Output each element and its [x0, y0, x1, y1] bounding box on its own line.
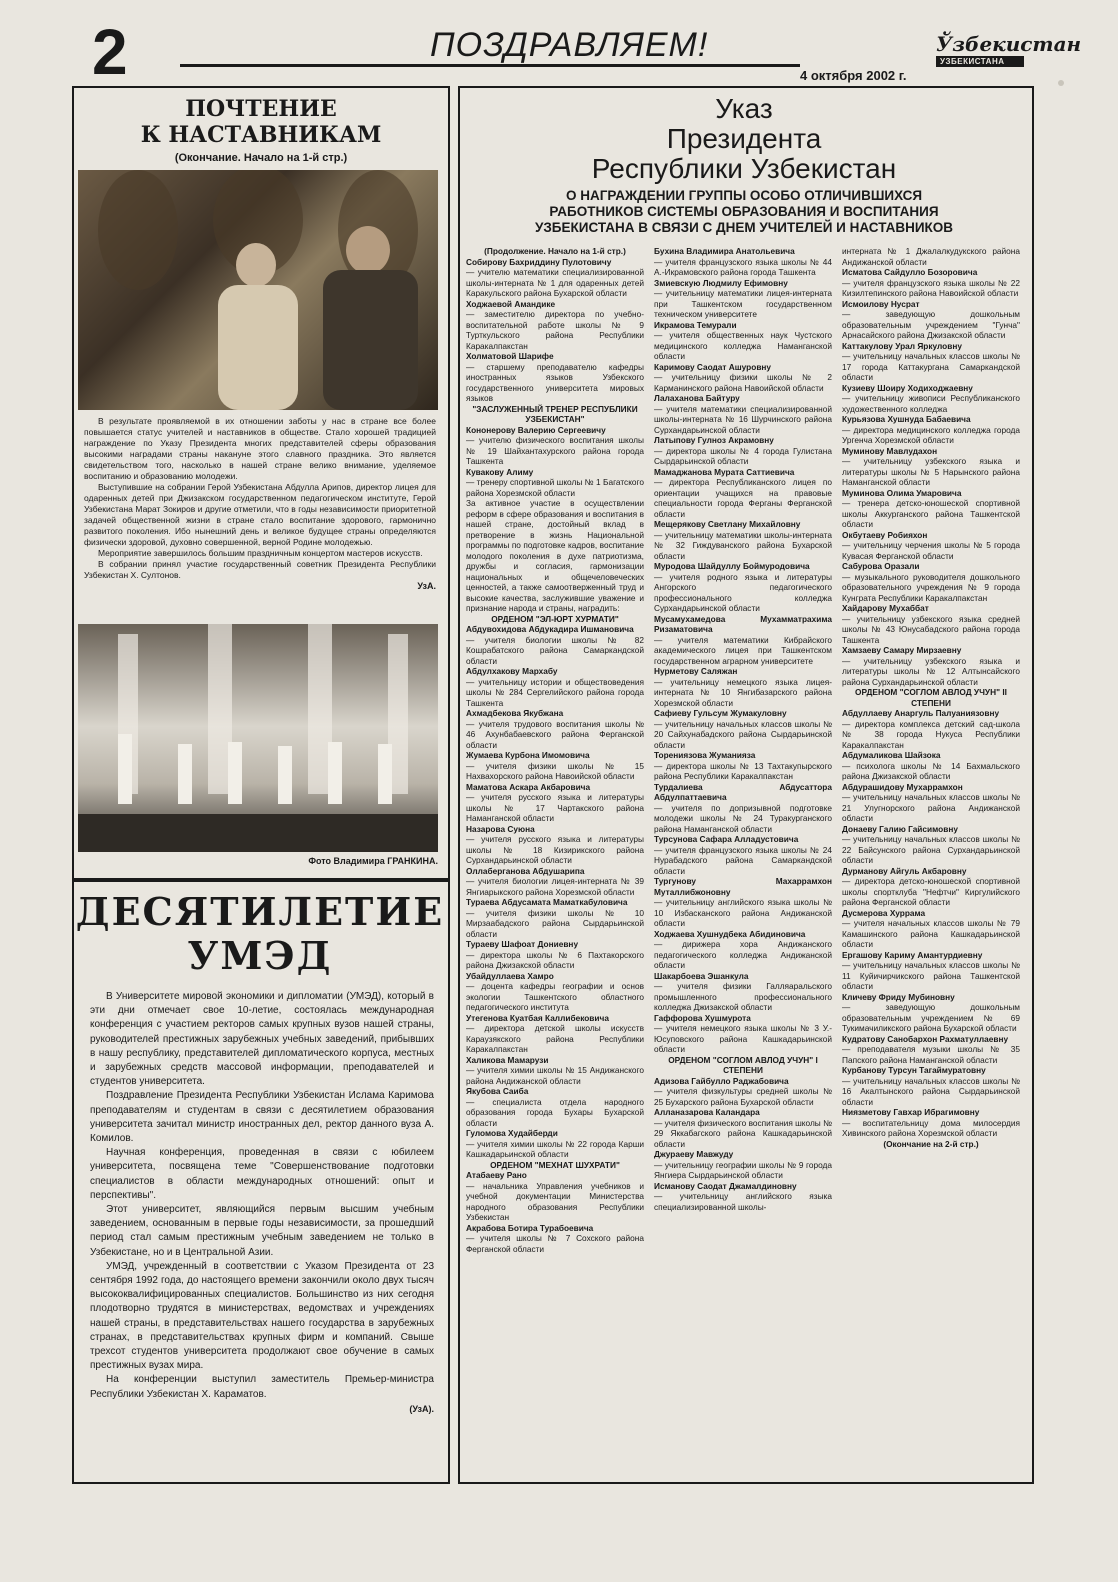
- awardee-description: — учительницу физики школы № 2 Карманинского района Навоийской области: [654, 372, 832, 393]
- awardee-name: Халикова Мамарузи: [466, 1054, 549, 1065]
- award-heading: ОРДЕНОМ "СОГЛОМ АВЛОД УЧУН" I СТЕПЕНИ: [668, 1054, 818, 1075]
- awardee-description: — учителя физики школы № 15 Нахвахорского района Навоийской области: [466, 760, 644, 781]
- decree-title-line3: Республики Узбекистан: [591, 153, 897, 184]
- awardee-description: — дирижера хора Андижанского педагогического колледжа Андижанской области: [654, 939, 832, 970]
- awardee-description: — учительницу узбекского языка и литературы школы № 12 Алтынсайского района Сурхандарьинской области: [842, 655, 1020, 687]
- awardee-description: — учителя математики Кибрайского академического лицея при Ташкентском государственном аграрном университете: [654, 634, 832, 666]
- decree-subtitle-line3: УЗБЕКИСТАНА В СВЯЗИ С ДНЕМ УЧИТЕЛЕЙ И НАСТАВНИКОВ: [534, 220, 954, 235]
- article2-paragraph: Поздравление Президента Республики Узбекистан Ислама Каримова преподавателям и студентам в связи с десятилетием образования университета зачитал министр иностранных дел, ректор данного вуза А. Комилов.: [90, 1090, 434, 1145]
- awardee-description: — учительницу начальных классов школы № 11 Куйичирчикского района Ташкентской области: [842, 960, 1020, 991]
- awardee-name: Убайдуллаева Хамро: [466, 970, 554, 981]
- article-title-line1: ПОЧТЕНИЕ: [185, 96, 337, 122]
- awardee-name: Лалаханова Байтуру: [654, 393, 740, 403]
- logo-script: Ўзбекистан: [936, 32, 1082, 56]
- awardee-name: Мамаджанова Мурата Саттиевича: [654, 466, 795, 477]
- award-heading: (Продолжение. Начало на 1-й стр.): [484, 246, 626, 256]
- awardee-name: Абдумаликова Шайзока: [842, 750, 941, 760]
- awardee-name: Назарова Суюна: [466, 823, 535, 834]
- awardee-description: — учителя родного языка и литературы Ангорского педагогического профессионального колледжа Сурхандарьинской области: [654, 571, 832, 613]
- decree-subtitle-line1: О НАГРАЖДЕНИИ ГРУППЫ ОСОБО ОТЛИЧИВШИХСЯ: [565, 188, 923, 203]
- awardee-description: — учителя французского языка школы № 22 Кизилтепинского района Навоийской области: [842, 277, 1020, 298]
- awardee-name: Сафиеву Гульсум Жумакуловну: [654, 708, 787, 718]
- article2-body: [90, 990, 434, 1416]
- awardee-name: Муминову Мавлудахон: [842, 445, 938, 456]
- awardee-name: Шакарбоева Эшанкула: [654, 970, 749, 981]
- awardee-name: Утегенова Куатбая Каллибековича: [466, 1012, 609, 1023]
- awardee-name: Акрабова Ботира Турабоевича: [466, 1222, 594, 1233]
- awardee-name: Хамзаеву Самару Мирзаевну: [842, 645, 962, 655]
- awardee-name: Абдуллаеву Анаргуль Палуаниязовну: [842, 708, 1000, 718]
- awardee-name: Змиевскую Людмилу Ефимовну: [654, 277, 788, 288]
- logo-bar: УЗБЕКИСТАНА: [936, 56, 1024, 67]
- awardee-description: — заместителю директора по учебно-воспитательной работе школы № 9 Турткульского района Республики Каракалпакстан: [466, 309, 644, 351]
- awardee-name: Латыпову Гулноз Акрамовну: [654, 435, 774, 445]
- awardee-name: Джураеву Мавжуду: [654, 1149, 734, 1159]
- article1-paragraph: Мероприятие завершилось большим праздничным концертом мастеров искусств.: [98, 548, 423, 558]
- article2-source: (УзА).: [409, 1403, 434, 1414]
- awardee-name: Кудратову Санобархон Рахматуллаевну: [842, 1033, 1009, 1044]
- award-heading: "ЗАСЛУЖЕННЫЙ ТРЕНЕР РЕСПУБЛИКИ УЗБЕКИСТАН": [472, 403, 638, 424]
- photo-credit: Фото Владимира ГРАНКИНА.: [308, 856, 438, 866]
- awardee-name: Хайдарову Мухаббат: [842, 603, 929, 613]
- awardee-description: — директора детско-юношеской спортивной школы спортклуба "Нефтчи" Киргулийского района Ферганской области: [842, 876, 1020, 907]
- awardee-description: — директора Республиканского лицея по ориентации учащихся на правовые специальности города Ферганы Ферганской области: [654, 477, 832, 519]
- awardee-name: Муродова Шайдуллу Боймуродовича: [654, 561, 810, 571]
- awardee-description: — специалиста отдела народного образования города Бухары Бухарской области: [466, 1096, 644, 1128]
- punch-hole: [1058, 80, 1064, 86]
- awardee-description: — заведующую дошкольным образовательным учреждением "Гунча" Арнасайского района Джизакской области: [842, 309, 1020, 340]
- decree-subtitle-line2: РАБОТНИКОВ СИСТЕМЫ ОБРАЗОВАНИЯ И ВОСПИТАНИЯ: [549, 204, 939, 219]
- awardee-description: — учителя физкультуры средней школы № 25 Бухарского района Бухарской области: [654, 1086, 832, 1107]
- awardee-description: — учительницу узбекского языка средней школы № 43 Юнусабадского района города Ташкента: [842, 613, 1020, 645]
- awardee-description: — психолога школы № 14 Бахмальского района Джизакской области: [842, 760, 1020, 781]
- awardee-name: Тургунову Махаррамхон Муталлибжоновну: [654, 876, 832, 897]
- rubric-title: ПОЗДРАВЛЯЕМ!: [430, 26, 709, 64]
- awardee-name: Абдулхакову Мархабу: [466, 666, 558, 676]
- awardee-description: — директора школы № 13 Тахтакупырского района Республики Каракалпакстан: [654, 760, 832, 781]
- decree-column-1: [466, 246, 644, 1254]
- awardee-name: Торениязова Жуманияза: [654, 750, 756, 760]
- awardee-description: — учительницу начальных классов школы № 21 Улугнорского района Андижанской области: [842, 792, 1020, 823]
- article1-body: [84, 416, 436, 592]
- awardee-description: — тренера детско-юношеской спортивной школы Аккурганского района Ташкентской области: [842, 498, 1020, 529]
- awardee-name: Жумаева Курбона Имомовича: [466, 750, 590, 760]
- awardee-name: Донаеву Галию Гайсимовну: [842, 823, 958, 834]
- awardee-description: — начальника Управления учебников и учебной документации Министерства народного образования Республики Узбекистан: [466, 1180, 644, 1222]
- awardee-description: — учителю физического воспитания школы № 19 Шайхантахурского района города Ташкента: [466, 435, 644, 466]
- awardee-name: Каттакулову Урал Яркуловну: [842, 340, 962, 351]
- article2-paragraph: УМЭД, учрежденный в соответствии с Указом Президента от 23 сентября 1992 года, до настоящего времени закончили около двух тысяч высококвалифицированных специалистов. Большинство из них сегодня плодотворно трудятся в министерствах, ведомствах и учреждениях нашей страны, в представительствах нашего государства в зарубежных странах, в представительствах крупных фирм и компаний. Свыше трехсот студентов университета продолжают свое обучение в самых престижных вузах мира.: [90, 1260, 434, 1372]
- awardee-name: Мещерякову Светлану Михайловну: [654, 519, 801, 529]
- awardee-name: Сабурова Оразали: [842, 561, 920, 571]
- awardee-description: — музыкального руководителя дошкольного образовательного учреждения № 9 города Кунграта Республики Каракалпакстан: [842, 571, 1020, 603]
- awardee-description: — учителя физики школы № 10 Мирзаабадского района Сырдарьинской области: [466, 907, 644, 939]
- awardee-description: — учительницу географии школы № 9 города Янгиера Сырдарьинской области: [654, 1159, 832, 1180]
- awardee-name: Турдалиева Абдусаттора Абдулпаттаевича: [654, 781, 832, 802]
- awardee-name: Оллаберганова Абдушарипа: [466, 865, 585, 876]
- article1-paragraph: В результате проявляемой в их отношении заботы у нас в стране все более повышается статус учителей и наставников в обществе. Стало хорошей традицией награждение по Указу Президента многих представителей сферы образования высокими наградами страны накануне этого славного праздника. Это является свидетельством того, насколько в нашей стране велико внимание, уделяемое воспитанию и образованию молодежи.: [84, 416, 436, 481]
- awardee-name: Атабаеву Рано: [466, 1170, 527, 1180]
- awardee-description: — учительницу узбекского языка и литературы школы № 5 Нарынского района Наманганской области: [842, 456, 1020, 487]
- awardee-description: — директора медицинского колледжа города Ургенча Хорезмской области: [842, 424, 1020, 445]
- awardee-description: — учительницу начальных классов школы № 20 Сайхунабадского района Сырдарьинской области: [654, 718, 832, 750]
- award-heading: ОРДЕНОМ "ЭЛ-ЮРТ ХУРМАТИ": [491, 613, 619, 624]
- article2-paragraph: В Университете мировой экономики и дипломатии (УМЭД), который в эти дни отмечает свое 10-летие, состоялась международная конференция с участием ректоров самых крупных вузов нашей страны, руководителей престижных зарубежных учебных заведений, прибывших в нашу республику, представителей дипломатического корпуса, местных и зарубежных средств массовой информации, преподавателей и студентов университета.: [90, 991, 434, 1088]
- awardee-description: — учителя немецкого языка школы № 3 У.-Юсуповского района Кашкадарьинской области: [654, 1023, 832, 1054]
- awardee-description: — учительницу английского языка школы № 10 Избасканского района Андижанской области: [654, 897, 832, 928]
- awardee-name: Курьязова Хушнуда Бабаевича: [842, 414, 971, 424]
- awardee-name: Адизова Гайбулло Раджабовича: [654, 1075, 789, 1086]
- awardee-description: — учителя по допризывной подготовке молодежи школы № 24 Туракурганского района Наманганской области: [654, 802, 832, 834]
- awardee-description: — учительницу математики лицея-интерната при Ташкентском государственном техническом университете: [654, 288, 832, 319]
- awardee-description: — учителя математики специализированной школы-интерната № 16 Шурчинского района Сурхандарьинской области: [654, 403, 832, 435]
- awardee-description: — учительницу черчения школы № 5 города Кувасая Ферганской области: [842, 540, 1020, 561]
- awardee-name: Собирову Бахриддину Пулотовичу: [466, 256, 612, 267]
- awardee-name: Кузиеву Шоиру Ходиходжаевну: [842, 382, 973, 393]
- award-heading: ОРДЕНОМ "МЕХНАТ ШУХРАТИ": [490, 1159, 620, 1170]
- awardee-name: Каримову Саодат Ашуровну: [654, 361, 772, 372]
- awardee-description: — директора школы № 4 города Гулистана Сырдарьинской области: [654, 445, 832, 466]
- awardee-description: — учителя начальных классов школы № 79 Камашинского района Кашкадарьинской области: [842, 918, 1020, 949]
- awardee-name: Гуломова Худайберди: [466, 1128, 558, 1138]
- awardee-description: — доцента кафедры географии и основ экологии Ташкентского областного педагогического института: [466, 981, 644, 1012]
- issue-date: 4 октября 2002 г.: [800, 68, 907, 83]
- awardee-description: — учителя биологии лицея-интерната № 39 Янгиарыкского района Хорезмской области: [466, 876, 644, 897]
- concert-photo: [78, 624, 438, 852]
- awardee-name: Бухина Владимира Анатольевича: [654, 246, 795, 256]
- article2-paragraph: На конференции выступил заместитель Премьер-министра Республики Узбекистан Х. Караматов.: [90, 1374, 434, 1400]
- decree-header: [460, 94, 1028, 236]
- header-rule: [180, 64, 800, 67]
- awardee-description: — учителя биологии школы № 82 Кошрабатского района Самаркандской области: [466, 634, 644, 666]
- article-title-line2: К НАСТАВНИКАМ: [140, 122, 382, 148]
- awardee-description: — учителя школы № 7 Сохского района Ферганской области: [466, 1233, 644, 1254]
- awardee-description: — учителя физического воспитания школы № 29 Яккабагского района Кашкадарьинской области: [654, 1117, 832, 1149]
- awardee-description: — директора детской школы искусств Караузякского района Республики Каракалпакстан: [466, 1023, 644, 1054]
- article1-paragraph: Выступившие на собрании Герой Узбекистана Абдулла Арипов, директор лицея для одаренных детей при Джизакском государственном педагогическом институте, Герой Узбекистана Марат Зокиров и другие отметили, что в годы независимости приоритетной задачей общественной жизни в стране стало воспитание здорового, гармонично развитого поколения. Ибо нынешний день и великое будущее страны определяются физически здоровой, духовно совершенной, верной Родине молодежью.: [84, 482, 436, 547]
- decree-column-3: [842, 246, 1020, 1149]
- awardee-description: — заведующую дошкольным образовательным учреждением № 69 Тукимачиликского района Бухарской области: [842, 1002, 1020, 1033]
- awardee-description: — учителя русского языка и литературы школы № 18 Кизирикского района Сурхандарьинской области: [466, 834, 644, 865]
- article2-title: [74, 890, 446, 978]
- award-heading: (Окончание на 2-й стр.): [883, 1138, 979, 1149]
- decree-title-line2: Президента: [666, 123, 822, 154]
- award-heading: ОРДЕНОМ "СОГЛОМ АВЛОД УЧУН" II СТЕПЕНИ: [855, 687, 1007, 708]
- awardee-name: Муминова Олима Умаровича: [842, 487, 962, 498]
- awardee-description: — учительницу немецкого языка лицея-интерната № 10 Янгибазарского района Хорезмской области: [654, 676, 832, 708]
- awardee-description: — учителя французского языка школы № 24 Нурабадского района Самаркандской области: [654, 844, 832, 876]
- article-subtitle: (Окончание. Начало на 1-й стр.): [174, 152, 348, 164]
- awardee-name: Кононерову Валерию Сергеевичу: [466, 424, 606, 435]
- article2-paragraph: Этот университет, являющийся первым высшим учебным заведением, основанным в первые годы независимости, за прошедший период стал самым престижным учебным заведением не только в Узбекистане, но и в Центральной Азии.: [90, 1204, 434, 1258]
- awardee-description: — учительницу истории и обществоведения школы № 284 Сергелийского района города Ташкента: [466, 676, 644, 708]
- awardee-description: — учителя химии школы № 15 Андижанского района Андижанской области: [466, 1065, 644, 1086]
- awardee-description: — воспитательницу дома милосердия Хивинского района Хорезмской области: [842, 1117, 1020, 1138]
- awardee-name: Окбутаеву Робияхон: [842, 529, 928, 540]
- award-ceremony-photo: [78, 170, 438, 410]
- newspaper-logo: [936, 32, 1082, 74]
- awardee-name: Якубова Саиба: [466, 1086, 529, 1096]
- awardee-description: интерната № 1 Джалалкудукского района Андижанской области: [842, 246, 1020, 267]
- awardee-name: Абдурашидову Мухаррамхон: [842, 781, 963, 792]
- decree-title-line1: Указ: [715, 93, 773, 124]
- awardee-description: — учителя французского языка школы № 44 А.-Икрамовского района города Ташкента: [654, 256, 832, 277]
- article2-title-line2: УМЭД: [187, 933, 333, 978]
- awardee-name: Тураева Абдусамата Маматкабуловича: [466, 897, 628, 907]
- awardee-description: — учительницу начальных классов школы № 16 Акалтынского района Сырдарьинской области: [842, 1075, 1020, 1107]
- awardee-description: — учителю математики специализированной школы-интерната № 1 для одаренных детей Каракульского района Бухарской области: [466, 267, 644, 298]
- concert-illustration: [78, 624, 438, 852]
- awardee-description: — преподавателя музыки школы № 35 Папского района Наманганской области: [842, 1044, 1020, 1065]
- page-number: 2: [92, 16, 128, 88]
- awardee-name: Холматовой Шарифе: [466, 351, 554, 361]
- awardee-description: — учителя химии школы № 22 города Карши Кашкадарьинской области: [466, 1138, 644, 1159]
- awardee-name: Мусамухамедова Мухамматрахима Ризаматовича: [654, 613, 832, 634]
- awardee-name: Ахмадбекова Якубжана: [466, 708, 564, 718]
- awardee-name: Исманову Саодат Джамалдиновну: [654, 1180, 797, 1191]
- awardee-description: — директора комплекса детский сад-школа № 38 города Нукуса Республики Каракалпакстан: [842, 718, 1020, 750]
- awardee-name: Тураеву Шафоат Дониевну: [466, 939, 579, 949]
- awardee-name: Курбанову Турсун Тагаймуратовну: [842, 1065, 986, 1075]
- awardee-name: Гаффорова Хушмурота: [654, 1012, 751, 1023]
- awardee-name: Дусмерова Хуррама: [842, 907, 926, 918]
- awardee-description: За активное участие в осуществлении реформ в сфере образования и воспитания в нашей стране, достойный вклад в претворение в жизнь Национальной программы по подготовке кадров, воспитание молодого поколения в духе патриотизма, дружбы и согласия, гармонизации национальных и общечеловеческих ценностей, а также самоотверженный труд и высокие качества, заслужившие уважение и признание народа и страны, наградить:: [466, 498, 644, 613]
- awardee-description: — учительницу математики школы-интерната № 32 Гиждуванского района Бухарской области: [654, 529, 832, 561]
- awardee-name: Икрамова Темурали: [654, 319, 737, 330]
- awardee-name: Нурметову Саляжан: [654, 666, 738, 676]
- awardee-description: — старшему преподавателю кафедры иностранных языков Узбекского государственного университета мировых языков: [466, 361, 644, 403]
- awardee-description: — директора школы № 6 Пахтакорского района Джизакской области: [466, 949, 644, 970]
- awardee-name: Исмоилову Нусрат: [842, 298, 920, 309]
- awardee-description: — учителя общественных наук Чустского медицинского колледжа Наманганской области: [654, 330, 832, 361]
- awardee-name: Дурманову Айгуль Акбаровну: [842, 865, 967, 876]
- awardee-name: Абдувохидова Абдукадира Ишмановича: [466, 624, 634, 634]
- article1-source: УзА.: [417, 581, 436, 591]
- awardee-description: — тренеру спортивной школы № 1 Багатского района Хорезмской области: [466, 477, 644, 498]
- awardee-description: — учительницу начальных классов школы № 17 города Каттакургана Самаркандской области: [842, 351, 1020, 382]
- awardee-name: Ниязметову Гавхар Ибрагимовну: [842, 1107, 980, 1117]
- awardee-name: Турсунова Сафара Алладустовича: [654, 834, 799, 844]
- awardee-name: Маматова Аскара Акбаровича: [466, 781, 591, 792]
- article2-paragraph: Научная конференция, проведенная в связи с юбилеем университета, посвящена теме "Совершенствование подготовки специалистов в области международных отношений: опыт и перспективы".: [90, 1147, 434, 1201]
- awardee-name: Ходжаевой Амандике: [466, 298, 556, 309]
- awardee-name: Ходжаева Хушнудбека Абидиновича: [654, 928, 806, 939]
- awardee-name: Исматова Сайдулло Бозоровича: [842, 267, 978, 277]
- awardee-description: — учителя физики Галляаральского промышленного профессионального колледжа Джизакской области: [654, 981, 832, 1012]
- awardee-description: — учителя трудового воспитания школы № 46 Ахунбабаевского района Ферганской области: [466, 718, 644, 750]
- awardee-description: — учителя русского языка и литературы школы № 17 Чартакского района Наманганской области: [466, 792, 644, 823]
- article2-title-line1: ДЕСЯТИЛЕТИЕ: [75, 889, 445, 934]
- awardee-name: Кувакову Алиму: [466, 466, 534, 477]
- awardee-name: Кличеву Фриду Мубиновну: [842, 991, 955, 1002]
- decree-column-2: [654, 246, 832, 1212]
- awardee-name: Ергашову Кариму Амантурдиевну: [842, 949, 983, 960]
- photo-illustration: [78, 170, 438, 410]
- awardee-name: Алланазарова Каландара: [654, 1107, 760, 1117]
- article1-paragraph: В собрании принял участие государственный советник Президента Республики Узбекистан Х. Султонов.: [84, 559, 436, 580]
- awardee-description: — учительницу живописи Республиканского художественного колледжа: [842, 393, 1020, 414]
- awardee-description: — учительницу начальных классов школы № 22 Байсунского района Сурхандарьинской области: [842, 834, 1020, 865]
- awardee-description: — учительницу английского языка специализированной школы-: [654, 1191, 832, 1212]
